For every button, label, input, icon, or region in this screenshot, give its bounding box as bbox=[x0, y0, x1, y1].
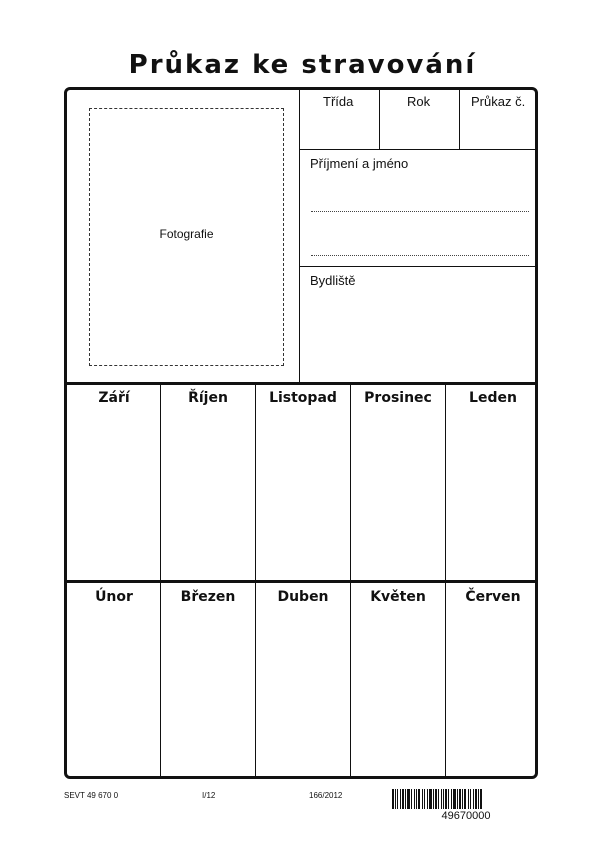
month-april: Duben bbox=[277, 589, 329, 605]
month-divider-3 bbox=[350, 385, 351, 779]
name-row-divider bbox=[299, 266, 535, 267]
photo-divider bbox=[299, 90, 300, 383]
month-january: Leden bbox=[469, 390, 517, 406]
photo-label: Fotografie bbox=[159, 227, 214, 241]
name-dotted-line-1 bbox=[311, 211, 529, 212]
footer-edition: I/12 bbox=[202, 791, 216, 800]
month-october: Říjen bbox=[188, 390, 228, 406]
footer-number: 166/2012 bbox=[309, 791, 343, 800]
month-divider-2 bbox=[255, 385, 256, 779]
month-november: Listopad bbox=[269, 390, 337, 406]
month-divider-1 bbox=[160, 385, 161, 779]
name-dotted-line-2 bbox=[311, 255, 529, 256]
field-divider-1 bbox=[379, 90, 380, 150]
footer-form-code: SEVT 49 670 0 bbox=[64, 791, 119, 800]
card-number-field-label: Průkaz č. bbox=[471, 94, 526, 109]
field-divider-2 bbox=[459, 90, 460, 150]
month-december: Prosinec bbox=[364, 390, 432, 406]
month-divider-4 bbox=[445, 385, 446, 779]
name-field-label: Příjmení a jméno bbox=[310, 156, 409, 171]
barcode-stripe bbox=[482, 789, 483, 809]
month-june: Červen bbox=[465, 589, 521, 605]
barcode-number: 49670000 bbox=[441, 810, 491, 822]
month-may: Květen bbox=[370, 589, 426, 605]
photo-placeholder bbox=[89, 108, 284, 366]
month-february: Únor bbox=[95, 589, 133, 605]
month-grid-middle-border bbox=[67, 580, 535, 583]
class-field-label: Třída bbox=[323, 94, 354, 109]
month-september: Září bbox=[98, 390, 130, 406]
year-field-label: Rok bbox=[407, 94, 431, 109]
month-march: Březen bbox=[180, 589, 236, 605]
address-field-label: Bydliště bbox=[310, 273, 356, 288]
month-grid-top-border bbox=[67, 382, 535, 385]
barcode bbox=[392, 789, 540, 809]
field-row-divider bbox=[299, 149, 535, 150]
document-title: Průkaz ke stravování bbox=[128, 50, 477, 80]
meal-card-form bbox=[64, 87, 538, 779]
